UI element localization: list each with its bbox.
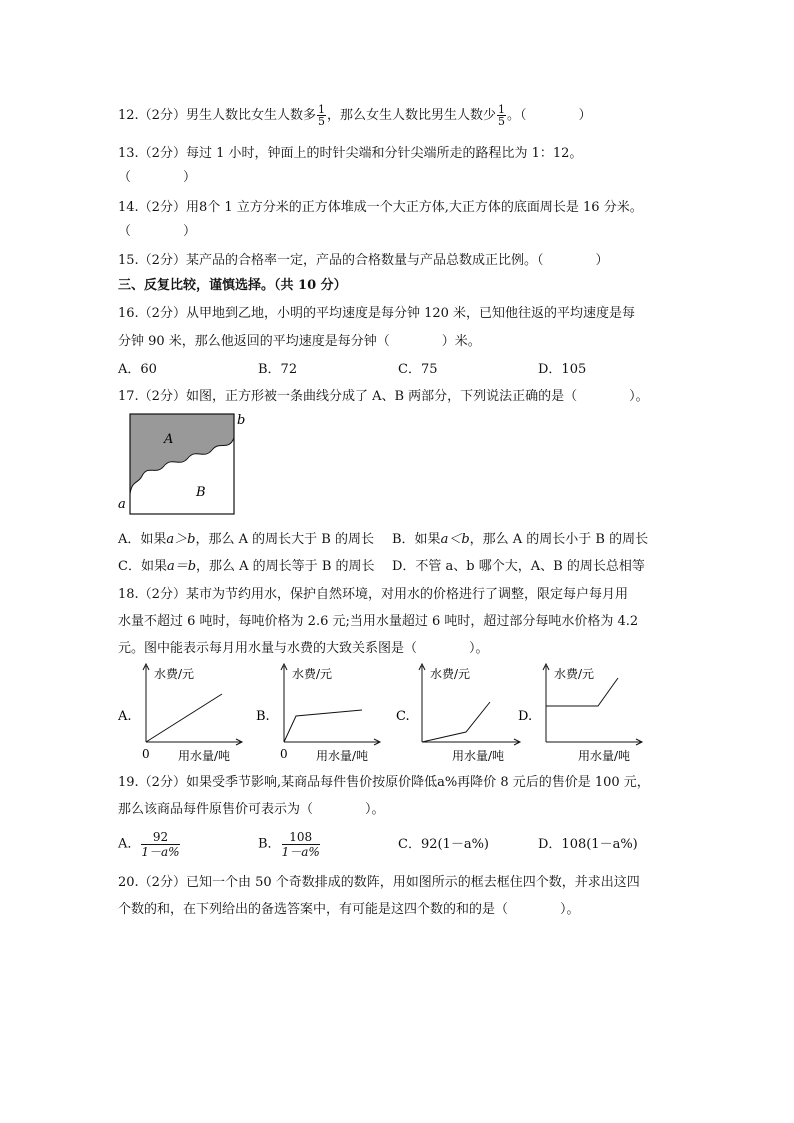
- q16-option-b: B．72: [258, 362, 298, 377]
- question-18-line2: 水量不超过 6 吨时，每吨价格为 2.6 元;当用水量超过 6 吨时，超过部分每吨水价格为 4.2: [118, 614, 639, 629]
- q12-fraction-1: $\frac{1}{5}$: [317, 103, 325, 128]
- q17-option-b: B．如果a＜b，那么 A 的周长小于 B 的周长: [392, 532, 649, 547]
- graph-c-y-label: 水费/元: [430, 667, 471, 681]
- question-16-line1: 16.（2分）从甲地到乙地，小明的平均速度是每分钟 120 米，已知他往返的平均速度是每: [118, 306, 636, 321]
- q17-option-c: C．如果a＝b，那么 A 的周长等于 B 的周长: [118, 559, 375, 574]
- graph-c-line: [422, 702, 490, 742]
- question-20-line2: 个数的和，在下列给出的备选答案中，有可能是这四个数的和的是（ ）。: [118, 902, 580, 917]
- graph-a-option-label: A.: [118, 709, 132, 724]
- q18-graph-a: [118, 660, 248, 766]
- question-14-answer-blank: （ ）: [118, 224, 197, 239]
- graph-d-option-label: D.: [518, 709, 533, 724]
- graph-a-x-label: 用水量/吨: [178, 749, 231, 763]
- q19-option-b: B． $\frac{108}{1-a\%}$: [258, 830, 320, 859]
- question-14-line1: 14.（2分）用8个 1 立方分米的正方体堆成一个大正方体,大正方体的底面周长是 16 分米。: [118, 200, 643, 215]
- q18-graph-c: [396, 660, 526, 766]
- q19-option-a: A． $\frac{92}{1-a\%}$: [118, 830, 180, 859]
- graph-b-x-label: 用水量/吨: [316, 749, 369, 763]
- graph-b-y-label: 水费/元: [292, 667, 333, 681]
- question-19-line1: 19.（2分）如果受季节影响,某商品每件售价按原价降低a%再降价 8 元后的售价是 100 元，: [118, 775, 650, 790]
- q17-square-figure: [112, 408, 252, 520]
- graph-d-x-label: 用水量/吨: [578, 749, 631, 763]
- graph-d-y-label: 水费/元: [554, 667, 595, 681]
- q19-option-c: C．92(1－a%): [398, 837, 490, 852]
- label-region-a: A: [164, 432, 174, 447]
- q18-graph-d: [516, 660, 646, 766]
- q19-option-b-fraction: $\frac{108}{1-a\%}$: [281, 830, 320, 859]
- graph-a-y-label: 水费/元: [154, 667, 195, 681]
- question-15: 15.（2分）某产品的合格率一定，产品的合格数量与产品总数成正比例。（ ）: [118, 253, 609, 268]
- q12-fraction-2: $\frac{1}{5}$: [497, 103, 505, 128]
- q18-graph-b: [256, 660, 386, 766]
- question-16-line2: 分钟 90 米，那么他返回的平均速度是每分钟（ ）米。: [118, 334, 481, 349]
- question-13-line1: 13.（2分）每过 1 小时，钟面上的时针尖端和分针尖端所走的路程比为 1：12。: [118, 146, 583, 161]
- question-18-line3: 元。图中能表示每月用水量与水费的大致关系图是（ ）。: [118, 641, 489, 656]
- graph-a-line: [146, 694, 222, 742]
- q12-prefix: 12.（2分）男生人数比女生人数多: [118, 108, 316, 123]
- region-a-shading: [130, 414, 234, 494]
- question-18-line1: 18.（2分）某市为节约用水，保护自然环境，对用水的价格进行了调整，限定每户每月用: [118, 587, 628, 602]
- graph-b-origin: 0: [280, 747, 288, 761]
- question-13-answer-blank: （ ）: [118, 170, 197, 185]
- q17-option-a: A．如果a＞b，那么 A 的周长大于 B 的周长: [118, 532, 374, 547]
- graph-d-line: [546, 678, 618, 706]
- label-point-b: b: [237, 413, 246, 428]
- question-17-line1: 17.（2分）如图，正方形被一条曲线分成了 A、B 两部分，下列说法正确的是（ ）。: [118, 389, 649, 404]
- graph-b-line: [284, 710, 362, 742]
- q19-option-d: D．108(1－a%): [538, 837, 638, 852]
- question-12: [118, 104, 591, 127]
- graph-c-x-label: 用水量/吨: [452, 749, 505, 763]
- q16-option-a: A．60: [118, 362, 157, 377]
- graph-b-option-label: B.: [256, 709, 270, 724]
- graph-a-origin: 0: [142, 747, 150, 761]
- q16-option-c: C．75: [398, 362, 438, 377]
- graph-c-option-label: C.: [396, 709, 410, 724]
- q17-option-d: D．不管 a、b 哪个大，A、B 的周长总相等: [392, 559, 645, 574]
- label-point-a: a: [118, 497, 126, 512]
- q16-option-d: D．105: [538, 362, 587, 377]
- q12-suffix: 。（ ）: [506, 108, 592, 123]
- question-20-line1: 20.（2分）已知一个由 50 个奇数排成的数阵，用如图所示的框去框住四个数，并求出这四: [118, 875, 640, 890]
- label-region-b: B: [196, 485, 206, 500]
- section-3-title: 三、反复比较，谨慎选择。（共 10 分）: [118, 278, 347, 293]
- q19-option-a-fraction: $\frac{92}{1-a\%}$: [141, 830, 180, 859]
- question-19-line2: 那么该商品每件原售价可表示为（ ）。: [118, 802, 385, 817]
- q12-middle: ，那么女生人数比男生人数少: [326, 108, 496, 123]
